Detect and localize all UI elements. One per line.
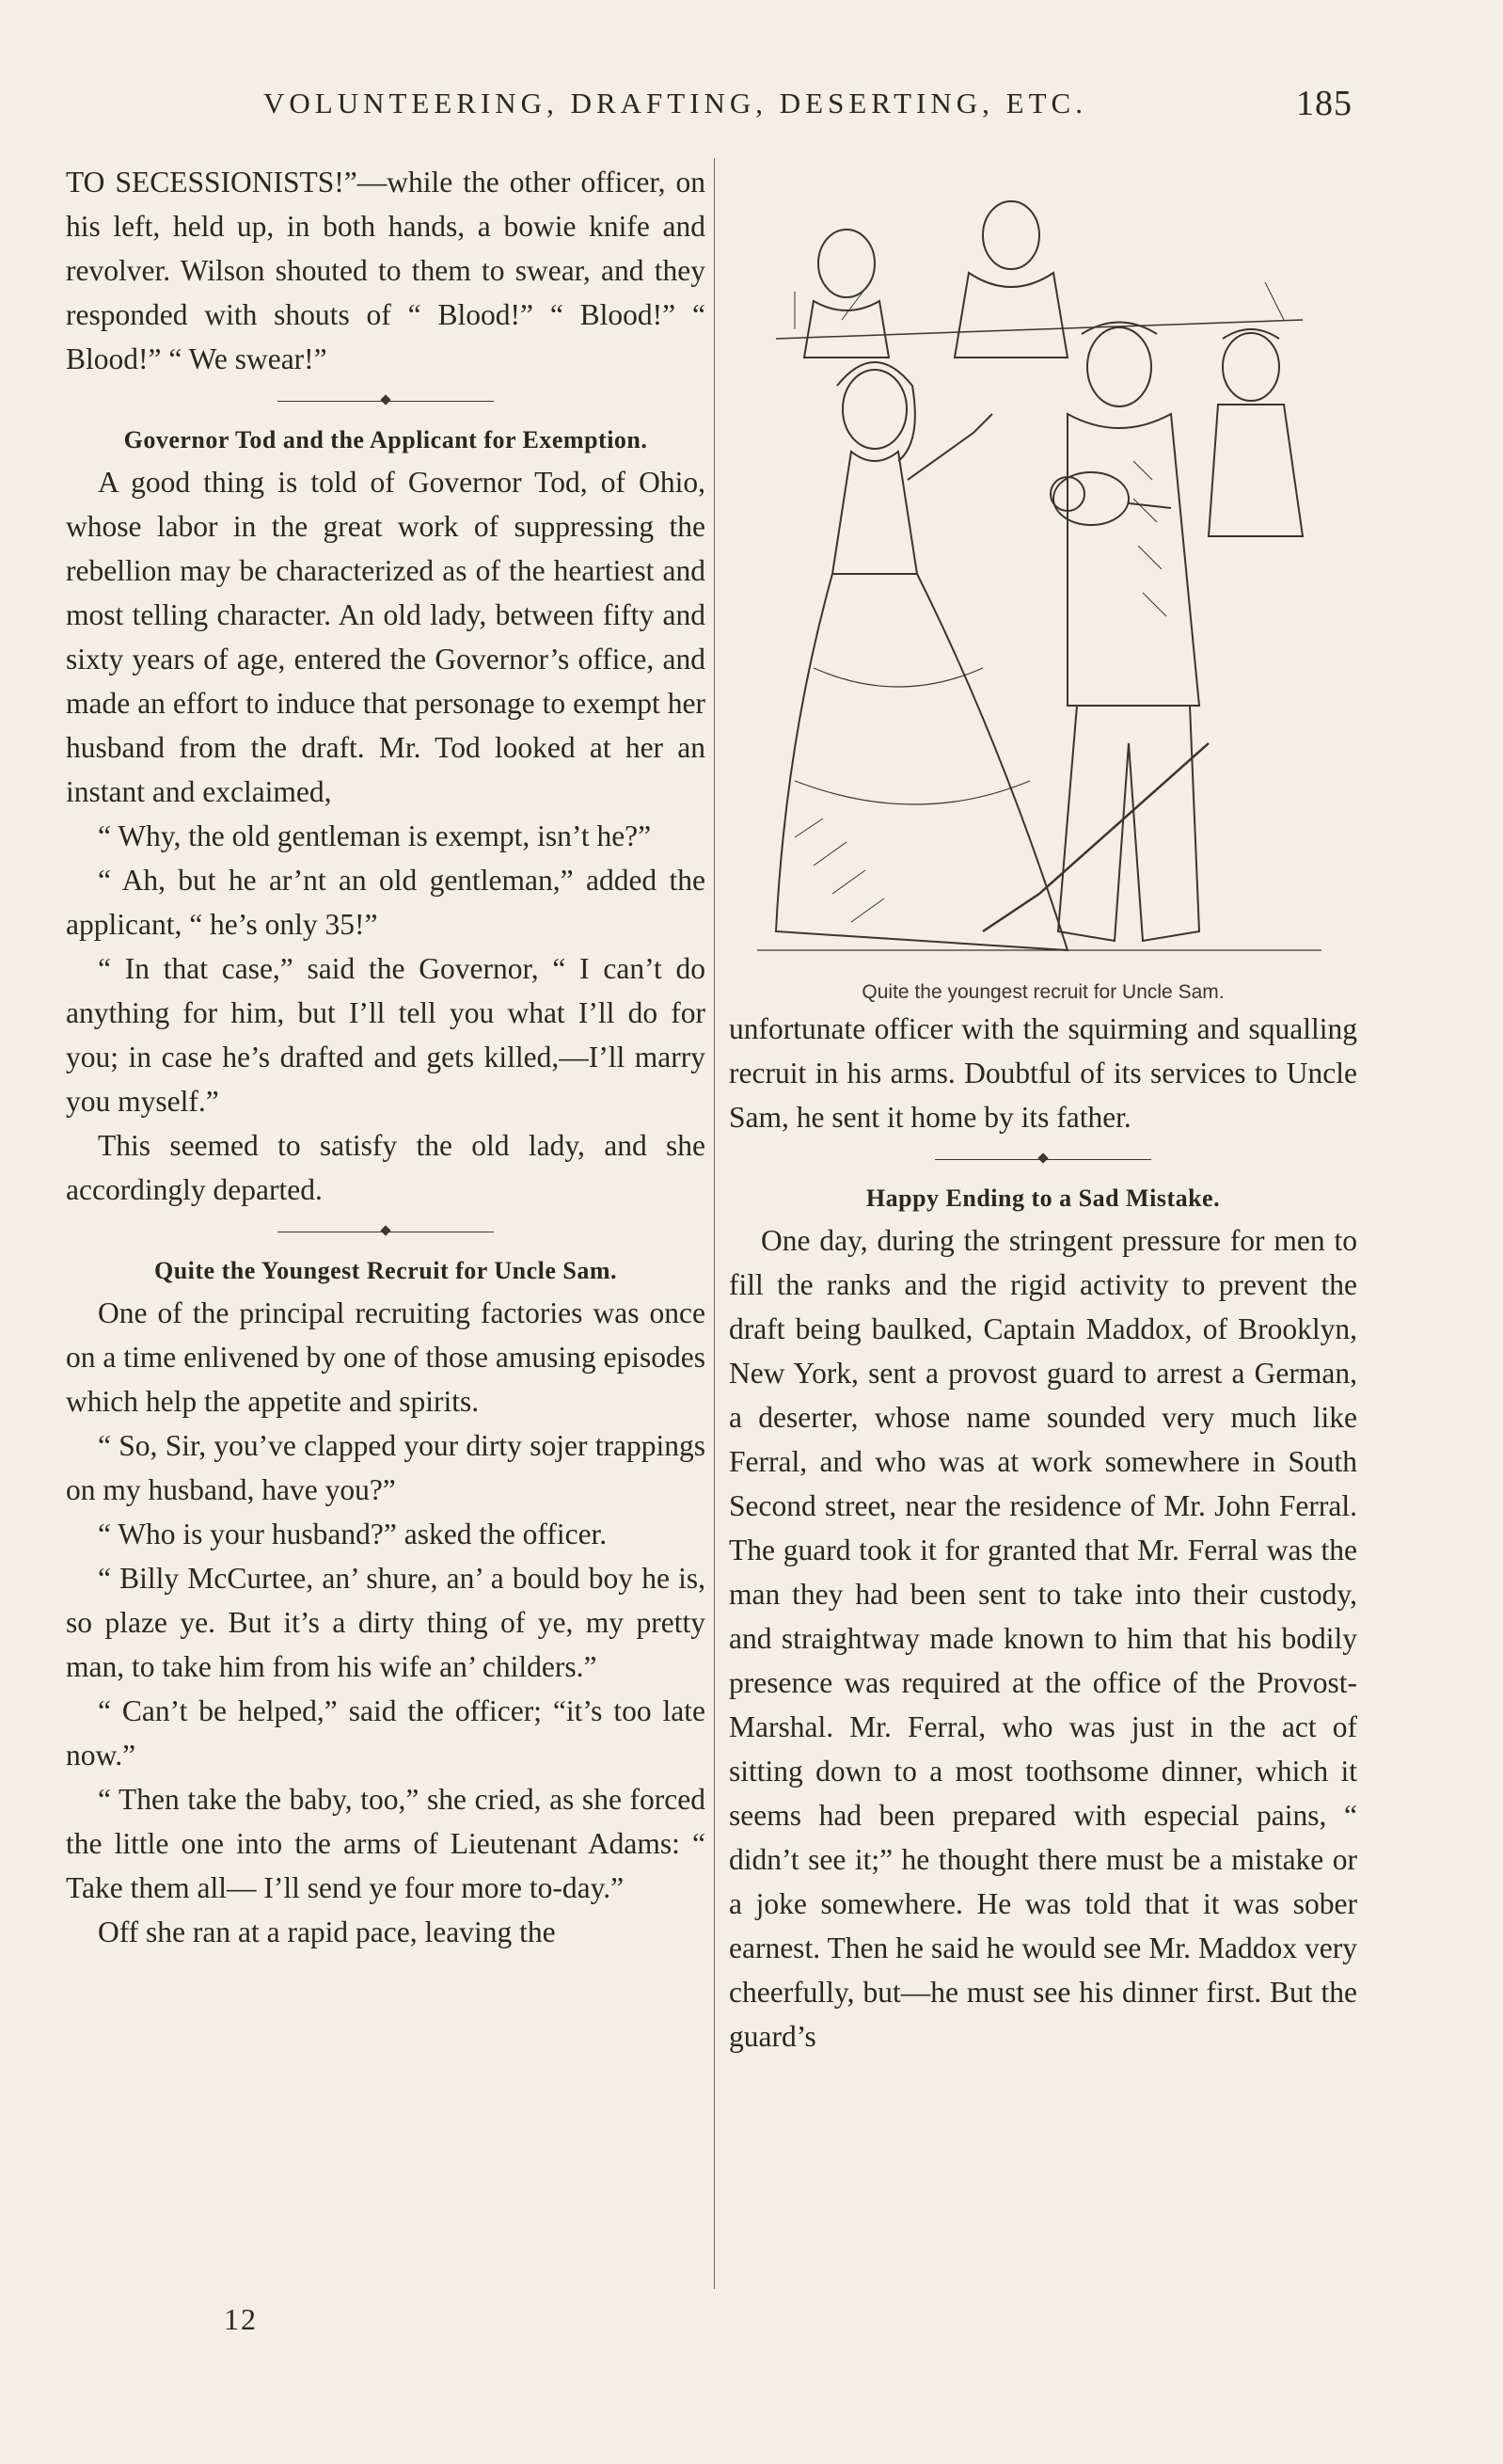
paragraph: “ So, Sir, you’ve clapped your dirty sojer trappings on my husband, have you?” xyxy=(66,1429,705,1506)
signature-mark: 12 xyxy=(224,2302,258,2336)
paragraph: One of the principal recruiting factories was once on a time enlivened by one of those amusing episodes which help the appetite and spirits. xyxy=(66,1296,705,1418)
divider-diamond-icon xyxy=(1037,1153,1048,1163)
running-head: VOLUNTEERING, DRAFTING, DESERTING, ETC. xyxy=(263,87,1087,119)
intro-paragraph: TO SECESSIONISTS!”—while the other officer, on his left, held up, in both hands, a bowie knife and revolver. Wilson shouted to them to swear, and they responded with shouts of “ Blood!” “ Blood!” “ Blood!” “ We swear!” xyxy=(66,166,705,375)
page-number: 185 xyxy=(1296,84,1353,123)
divider-diamond-icon xyxy=(380,394,390,405)
right-column xyxy=(729,160,1357,2059)
left-column xyxy=(66,160,705,1954)
section-divider xyxy=(66,381,705,422)
engraving-figure xyxy=(729,160,1357,1007)
section-heading-happy-ending: Happy Ending to a Sad Mistake. xyxy=(865,1184,1221,1212)
paragraph: This seemed to satisfy the old lady, and she accordingly departed. xyxy=(66,1129,705,1206)
paragraph: One day, during the stringent pressure for men to fill the ranks and the rigid activity to prevent the draft being baulked, Captain Maddox, of Brooklyn, New York, sent a provost guard to arrest a German, a deserter, whose name sounded very much like Ferral, and who was at work somewhere in South Second street, near the residence of Mr. John Ferral. The guard took it for granted that Mr. Ferral was the man they had been sent to take into their custody, and straightway made known to him that his bodily presence was required at the office of the Provost-Marshal. Mr. Ferral, who was just in the act of sitting down to a most toothsome dinner, which it seems had been prepared with especial pains, “ didn’t see it;” he thought there must be a mistake or a joke somewhere. He was told that it was sober earnest. Then he said he would see Mr. Maddox very cheerfully, but—he must see his dinner first. But the guard’s xyxy=(729,1224,1357,2053)
paragraph: Off she ran at a rapid pace, leaving the xyxy=(98,1916,556,1948)
divider-diamond-icon xyxy=(380,1225,390,1235)
section-divider xyxy=(729,1139,1357,1181)
paragraph: “ Can’t be helped,” said the officer; “it’s too late now.” xyxy=(66,1694,705,1772)
column-rule xyxy=(714,158,715,2289)
section-heading-youngest-recruit: Quite the Youngest Recruit for Uncle Sam. xyxy=(153,1257,618,1284)
paragraph: “ Billy McCurtee, an’ shure, an’ a bould boy he is, so plaze ye. But it’s a dirty thing of ye, my pretty man, to take him from his wife an’ childers.” xyxy=(66,1562,705,1683)
paragraph: “ Who is your husband?” asked the officer. xyxy=(98,1518,608,1550)
continuation-paragraph: unfortunate officer with the squirming and squalling recruit in his arms. Doubtful of its services to Uncle Sam, he sent it home by its father. xyxy=(729,1012,1357,1134)
paragraph: “ Why, the old gentleman is exempt, isn’t he?” xyxy=(98,819,652,852)
engraving-illustration xyxy=(757,179,1321,960)
paragraph: “ In that case,” said the Governor, “ I can’t do anything for him, but I’ll tell you what I’ll do for you; in case he’s drafted and gets killed,—I’ll marry you myself.” xyxy=(66,952,705,1118)
paragraph: A good thing is told of Governor Tod, of Ohio, whose labor in the great work of suppressing the rebellion may be characterized as of the heartiest and most telling character. An old lady, between fifty and sixty years of age, entered the Governor’s office, and made an effort to induce that personage to exempt her husband from the draft. Mr. Tod looked at her an instant and exclaimed, xyxy=(66,466,705,808)
paragraph: “ Ah, but he ar’nt an old gentleman,” added the applicant, “ he’s only 35!” xyxy=(66,864,705,941)
paragraph: “ Then take the baby, too,” she cried, as she forced the little one into the arms of Lieutenant Adams: “ Take them all— I’ll send ye four more to-day.” xyxy=(66,1783,705,1904)
figure-caption: Quite the youngest recruit for Uncle Sam. xyxy=(862,981,1225,1003)
section-divider xyxy=(66,1212,705,1253)
section-heading-governor-tod: Governor Tod and the Applicant for Exemption. xyxy=(123,426,648,453)
